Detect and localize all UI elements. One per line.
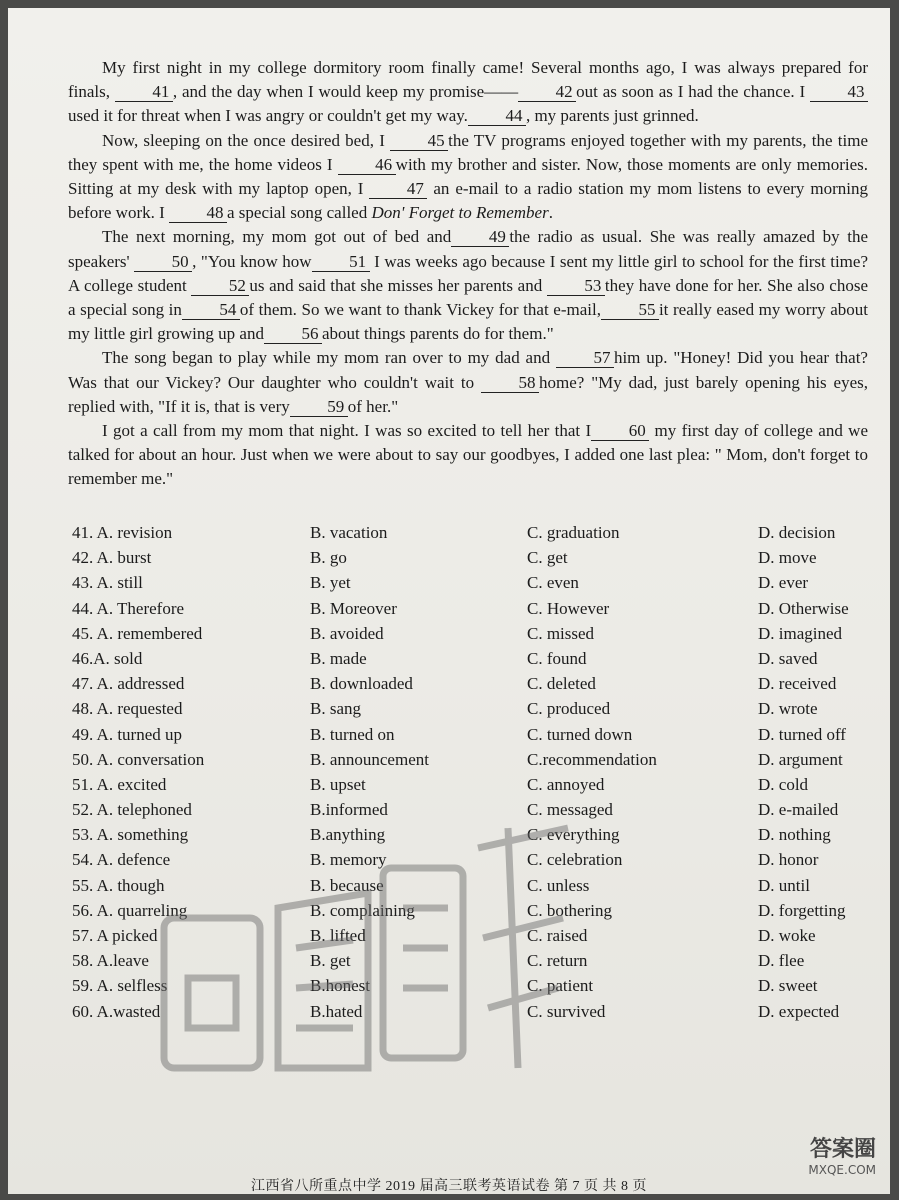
option-c: C. annoyed [527,774,605,794]
option-a: 54. A. defence [72,850,171,870]
option-c: C. graduation [527,523,620,542]
option-b: B. avoided [310,623,384,643]
page-footer: 江西省八所重点中学 2019 届高三联考英语试卷 第 7 页 共 8 页 [251,1179,647,1194]
brand-cn: 答案圈 [809,1137,876,1162]
option-row [72,847,872,872]
paragraph-5 [68,419,868,492]
text: used it for threat when I was angry or couldn't get my way. [68,106,468,126]
text: Now, sleeping on the once desired bed, I [102,130,391,150]
blank-50: 50 [134,253,192,272]
option-d: D. move [758,548,817,568]
option-c: C. messaged [527,800,613,820]
blank-56: 56 [264,325,322,344]
option-a: 51. A. excited [72,774,167,794]
option-row [72,747,872,772]
brand-watermark [776,1132,876,1188]
option-c: C. return [527,951,588,971]
option-d: D. imagined [758,623,843,643]
option-c: C. raised [527,926,588,945]
paragraph-2 [68,129,868,226]
option-row [72,646,872,671]
text: him up. "Honey! Did you hear that? Was that our Vickey? Our daughter who couldn't wait to [68,348,868,392]
option-row [72,873,872,898]
option-a: 48. A. requested [72,699,183,719]
option-a: 49. A. turned up [72,724,183,744]
text: I was weeks ago because I sent my little girl to school for the first time? A college student [68,251,868,295]
option-d: D. nothing [758,825,831,845]
option-c: C. missed [527,623,595,643]
blank-51: 51 [312,253,370,272]
blank-44: 44 [468,107,526,126]
option-row [72,772,872,797]
song-title: Don' Forget to Remember [371,203,549,223]
text: I got a call from my mom that night. I was so excited to tell her that I [102,421,592,441]
blank-53: 53 [547,277,605,296]
option-b: B. made [310,648,367,668]
option-c: C. turned down [527,724,633,744]
option-a: 56. A. quarreling [72,900,188,920]
option-a: 46.A. sold [72,648,143,668]
text: , and the day when I would keep my promise—— [172,82,519,102]
blank-58: 58 [481,374,539,393]
text: an e-mail to a radio station my mom listens to every morning before work. I [68,179,868,223]
option-a: 44. A. Therefore [72,598,185,618]
option-c: C. patient [527,976,594,996]
option-a: 53. A. something [72,825,189,845]
blank-57: 57 [556,349,614,368]
blank-46: 46 [338,156,396,175]
option-row [72,545,872,570]
text: The next morning, my mom got out of bed and [102,227,452,247]
option-row [72,923,872,948]
option-a: 42. A. burst [72,548,152,568]
cloze-passage [68,56,868,492]
option-row [72,797,872,822]
text: it really eased my worry about my little girl growing up and [68,300,868,344]
blank-60: 60 [591,422,649,441]
paragraph-1 [68,56,868,129]
option-row [72,696,872,721]
option-b: B. go [310,548,347,568]
blank-52: 52 [191,277,249,296]
option-b: B. lifted [310,926,366,945]
option-b: B. vacation [310,523,388,542]
option-row [72,671,872,696]
option-a: 55. A. though [72,875,165,895]
option-a: 41. A. revision [72,523,173,542]
option-b: B. get [310,951,351,971]
paragraph-3 [68,225,868,346]
option-d: D. flee [758,951,805,971]
option-row [72,822,872,847]
option-d: D. honor [758,850,819,870]
paragraph-4 [68,346,868,419]
text: my first day of college and we talked for about an hour. Just when we were about to say our goodbyes, I added one last plea: " Mom, don't forget to remember me." [68,421,869,489]
option-d: D. forgetting [758,900,846,920]
option-row [72,999,872,1024]
blank-59: 59 [290,398,348,417]
option-d: D. Otherwise [758,598,849,618]
option-a: 57. A picked [72,926,158,945]
text: they have done for her. She also chose a special song in [68,275,869,320]
option-d: D. woke [758,926,816,945]
option-b: B. announcement [310,749,429,769]
option-b: B. downloaded [310,674,413,694]
option-c: C. bothering [527,900,612,920]
option-b: B.hated [310,1001,363,1021]
brand-url: MXQE.COM [808,1163,876,1177]
option-b: B. sang [310,699,361,719]
option-row [72,948,872,973]
text: . [548,203,553,223]
option-c: C. everything [527,825,620,845]
option-b: B. yet [310,573,351,593]
text: home? "My dad, just barely opening his eyes, replied with, "If it is, that is very [68,372,869,416]
option-row [72,596,872,621]
option-a: 45. A. remembered [72,623,203,643]
option-row [72,898,872,923]
option-a: 60. A.wasted [72,1001,161,1021]
text: out as soon as I had the chance. I [576,82,810,102]
exam-page [8,8,890,1194]
text: about things parents do for them." [321,324,554,344]
blank-42: 42 [518,83,576,102]
option-d: D. e-mailed [758,800,839,820]
text: with my brother and sister. Now, those moments are only memories. Sitting at my desk with my laptop open, I [68,154,868,199]
option-a: 43. A. still [72,573,143,593]
option-b: B.honest [310,976,370,996]
option-c: C. get [527,548,568,568]
option-c: C. unless [527,875,590,895]
option-c: C. However [527,598,610,618]
option-c: C. produced [527,699,611,719]
option-b: B. upset [310,774,366,794]
option-a: 47. A. addressed [72,674,185,694]
option-c: C. found [527,648,587,668]
option-b: B.anything [310,825,386,845]
option-b: B. turned on [310,724,395,744]
text: , my parents just grinned. [525,106,699,126]
option-d: D. sweet [758,976,818,996]
option-b: B. because [310,875,384,895]
text: the radio as usual. She was really amazed by the speakers' [68,227,868,271]
blank-41: 41 [115,83,173,102]
option-b: B. memory [310,850,387,870]
option-row [72,520,872,545]
option-a: 59. A. selfless [72,976,168,996]
option-row [72,973,872,998]
text: the TV programs enjoyed together with my parents, the time they spent with me, the home videos I [68,130,868,174]
text: , "You know how [192,251,312,271]
blank-54: 54 [182,301,240,320]
blank-55: 55 [601,301,659,320]
option-d: D. cold [758,774,809,794]
blank-43: 43 [810,83,868,102]
option-row [72,570,872,595]
option-d: D. received [758,674,837,694]
option-d: D. decision [758,523,836,542]
option-a: 52. A. telephoned [72,800,192,820]
text: My first night in my college dormitory room finally came! Several months ago, I was always prepared for finals, [68,58,868,102]
option-c: C.recommendation [527,749,657,769]
option-d: D. wrote [758,699,818,719]
text: of them. So we want to thank Vickey for that e-mail, [239,300,601,320]
option-d: D. until [758,875,810,895]
blank-45: 45 [390,132,448,151]
answer-options [72,520,872,1024]
blank-48: 48 [169,204,227,223]
text: us and said that she misses her parents and [249,275,547,295]
text: a special song called [227,203,372,223]
option-b: B. Moreover [310,598,397,618]
option-a: 50. A. conversation [72,749,205,769]
option-row [72,621,872,646]
option-b: B.informed [310,800,388,820]
text: The song began to play while my mom ran over to my dad and [102,348,556,368]
option-c: C. survived [527,1001,606,1021]
option-d: D. turned off [758,724,846,744]
option-b: B. complaining [310,900,415,920]
option-d: D. expected [758,1001,840,1021]
option-c: C. celebration [527,850,623,870]
blank-47: 47 [369,180,427,199]
text: of her." [347,396,399,416]
option-d: D. argument [758,749,843,769]
option-d: D. ever [758,573,809,593]
option-c: C. deleted [527,674,596,694]
option-c: C. even [527,573,579,593]
blank-49: 49 [451,228,509,247]
option-a: 58. A.leave [72,951,149,971]
option-d: D. saved [758,648,818,668]
option-row [72,722,872,747]
